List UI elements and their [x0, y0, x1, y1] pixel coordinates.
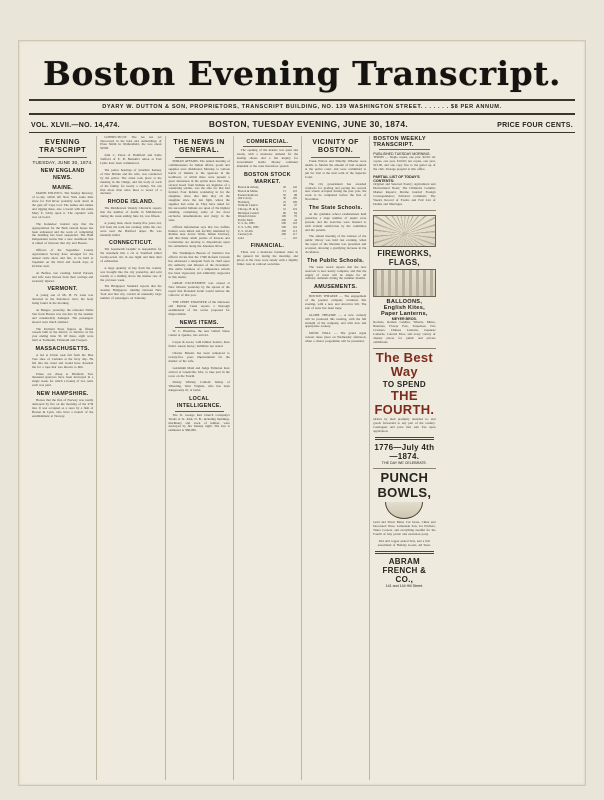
- rule: [311, 292, 360, 293]
- fireworks-icon: [373, 215, 435, 247]
- stock-table-body: [237, 186, 298, 240]
- cell-shares: 300: [281, 228, 286, 233]
- volume-number: VOL. XLVII.—NO. 14,474.: [31, 121, 120, 129]
- ad-lanterns-title: Paper Lanterns,: [380, 310, 428, 317]
- cell-price: 44: [294, 217, 297, 222]
- ad-punch-bowls[interactable]: [373, 468, 435, 548]
- col5-p2: At the grammar school examinations held yesterday a large number of pupils were present, and the exercises were listened to with evident satisfaction by the committee and the parents.: [305, 211, 367, 232]
- cell-security: Western Union: [237, 214, 256, 219]
- ad-punchbowls-copy2: Kid and copper plated Sets, and a full assortment of Holiday Goods. All Sizes.: [377, 538, 431, 547]
- cell-price: 84: [294, 210, 297, 215]
- issue-dateline: BOSTON, TUESDAY EVENING, JUNE 30, 1874.: [208, 118, 409, 129]
- ad-fireworks[interactable]: [373, 210, 435, 345]
- col2-p2: The police hearings of Jonathan Kenney of New Britain and his wife, was conducted by the police. The arrest took place at the meeting in the village, and the body of each of the family, for nearly a century. We can find more than what there is noted of a decision.: [100, 167, 162, 196]
- ad-kites-title: English Kites,: [383, 304, 425, 311]
- cell-price: 118: [292, 221, 297, 226]
- cell-security: Vermont Central: [237, 203, 258, 208]
- cell-security: Boston & Albany: [237, 185, 259, 190]
- ad-fireworks-copy: Rockets, Roman Candles, Wheels, Mines, Batteries, Flower Pots, Torpedoes, Fire Crackers, Chinese Lanterns, Japanese Lanterns, Colored Fires, and every variety of display pieces for public and private exhibitions.: [373, 320, 436, 344]
- rule: [379, 149, 429, 150]
- cell-price: 117: [292, 232, 297, 237]
- punch-bowl-icon: [385, 502, 423, 519]
- col2-p0: CONNECTICUT. The fee not yet discovered in the barn and outbuildings of Eben Smith in Wethersfield, the loss about $2500.: [100, 135, 162, 151]
- cell-shares: 10: [282, 206, 286, 211]
- ad-bestway-line2: TO SPEND: [382, 379, 426, 389]
- ad-best-way[interactable]: [373, 348, 435, 434]
- col5-heading-3: AMUSEMENTS.: [314, 284, 358, 291]
- col4-heading-1: BOSTON STOCK MARKET.: [243, 171, 291, 185]
- col1-heading-0: EVENING TRA'SCRIPT: [39, 138, 86, 155]
- cell-security: Eastern Railroad: [237, 192, 258, 197]
- col1-p7: A lad at Union took fell from the Pine Tree shoe of Camden at the ferry slip. He fell into the water and would have drowned but for a rope that was thrown to him.: [32, 352, 94, 369]
- col3-p5: W. C. Haseltine, the new United States consul at Quebec, has arrived.: [168, 329, 230, 338]
- cell-shares: 100: [281, 214, 286, 219]
- col2-heading-0: RHODE ISLAND.: [107, 199, 155, 206]
- col3-p0: INDIAN AFFAIRS. The annual meeting of commissioners for Indian affairs, goods and supplies were distributed, Monday, to various bands of Indians at the agencies in the northwest, at which there were present a great discussion in the spirits since that time, several board from Indians are inquiries of a wandering soldier, was the able for that had formed. Four Indians wandering in for the slaughter, since that time they all the slaughter since the last fight, where the supplies had come in. They have asked for the successful Indians are upon of the highest standing, comprising some of the most exclusive denominations and clergy in the state.: [168, 159, 230, 222]
- stock-market-table: [237, 186, 298, 240]
- paper-title: Boston Evening Transcript.: [43, 54, 561, 93]
- ad-fireworks-title: FIREWORKS,: [377, 248, 432, 258]
- rule: [243, 146, 292, 147]
- cell-security: Boston & Maine: [237, 189, 258, 194]
- ad-weekly-transcript-title[interactable]: BOSTON WEEKLY TRANSCRIPT.: [373, 135, 426, 148]
- col1-p0: MAINE POLITICS. The Sunday Mercury, of to-day, which left New York some time since for Fall River probably went down in the gale off Cape Cod. The names and names and rigging there, also a barrel with the name Mary E. Libby upon it. The captain's wife was on board.: [32, 191, 94, 219]
- ad-contents-list: Original and Selected Poetry; Agricultural and Horticultural Notes; The Children's Column; Market Reports; Marine Journal; Foreign Correspondence; Editorial Comment; The Week's Record of Events and Full List of Deaths and Marriages.: [373, 182, 436, 207]
- cell-price: 116: [292, 224, 297, 229]
- col3-p9: Dickey Whitely, Catholic bishop of Wheeling, West Virginia, who has been dangerously ill, is better.: [168, 380, 230, 393]
- cell-security: U. S. 5-20s, 1865: [237, 224, 259, 229]
- col3-p3: GREAT EXCITEMENT was caused at New Orleans yesterday by the spread of the report that President Grant would remove the collector of that port.: [168, 281, 230, 298]
- col1-p8: Prizes are cheap at Pittsfield. Two thousand sparrows have been destroyed in a single week, for which a bounty of two cents each was paid.: [32, 371, 94, 388]
- table-row: [237, 237, 298, 241]
- flag-icon: [373, 269, 435, 297]
- cell-security: U. S. 6s, 1881: [237, 221, 255, 226]
- col3-heading-2: LOCAL INTELLIGENCE.: [176, 396, 222, 409]
- col4-heading-2: FINANCIAL.: [250, 243, 285, 250]
- rule: [175, 411, 224, 412]
- ad-balloons-title: BALLOONS,: [386, 298, 423, 305]
- masthead-rule-2: [29, 113, 575, 115]
- ad-flags-title: FLAGS,: [388, 257, 420, 267]
- col1-heading-6: NEW HAMPSHIRE.: [36, 391, 89, 398]
- cell-price: 76: [294, 214, 297, 219]
- col3-p1: Official information says that two buffalo hunters were killed and forcibly mutilated by Indians near Arrow Walls, Indian Territory, and that many small parties of Kiowas and Comanches are moving to dispositions upon the settlements along the Arkansas River.: [168, 224, 230, 249]
- col3-p6: Carpet & Grose, with lumber dealers, have failed. Assets heavy; liabilities not stated.: [168, 340, 230, 349]
- cell-security: Michigan Central: [237, 210, 259, 215]
- col5-p3: The annual meeting of the trustees of the public library was held last evening, when the report of the librarian was presented and accepted, showing a gratifying increase in the circulation.: [305, 234, 367, 255]
- col5-heading-1: The State Schools.: [308, 205, 363, 212]
- rule: [175, 157, 224, 158]
- columns-container: [29, 132, 575, 780]
- col3-p10: The St. George Red Church Company's Works at St. John, N. B., including buildings, machinery and stock of lumber, were destroyed by fire Sunday night. The loss is estimated at $80,000.: [168, 412, 230, 433]
- masthead-title: [29, 54, 575, 93]
- rule: [38, 157, 87, 158]
- cell-security: Pacific Mail: [237, 217, 253, 222]
- col1-p1: The Kennebec Journal says that the appropriation for the Bath custom house has been exhausted and the work of completing the building has been suspended. The Bath Independent learns that a new steamboat line is talked of between that city and Boston.: [32, 221, 94, 246]
- col2-p6: A large quantity of hay from the country was brought into the city yesterday, and sold readily at a shilling above the market rate of the previous week.: [100, 265, 162, 282]
- col5-p5: BOSTON THEATRE — The engagement of the popular company continues this evening, with a new and attractive bill. The sale of seats has been large.: [305, 294, 367, 310]
- cell-shares: 15: [282, 189, 286, 194]
- ad-contents-heading: PARTIAL LIST OF TODAY'S CONTENTS:: [373, 174, 420, 184]
- column-4: [234, 136, 302, 780]
- column-3: [166, 136, 234, 780]
- cell-price: 116: [292, 189, 297, 194]
- ad-meyer-bros: MEYER BROS.: [391, 316, 417, 321]
- cell-shares: —: [282, 235, 286, 240]
- column-5: [302, 136, 370, 780]
- cell-price: 110: [292, 235, 297, 240]
- ad-abram-french-address: 141 and 144 Hill Street.: [385, 583, 424, 588]
- col3-heading-1: NEWS ITEMS.: [179, 319, 219, 326]
- cell-price: 142: [292, 185, 297, 190]
- col1-heading-3: MAINE.: [52, 184, 73, 191]
- col1-p2: Officers of the Sagadahoc County Agricultural Society have arranged for the annual cattle show and fair, to be held at Topsham on the third and fourth days of October next.: [32, 248, 94, 268]
- col1-heading-1: TUESDAY, JUNE 30, 1874.: [32, 160, 93, 166]
- cell-shares: 40: [282, 203, 286, 208]
- col1-heading-2: NEW ENGLAND NEWS.: [40, 168, 85, 181]
- ad-bestway-copy: Orders by mail promptly attended to, and goods forwarded to any part of the country. Catalogues and price lists sent free upon application.: [373, 416, 436, 433]
- col2-p4: A young man, about twenty-five years old, fell from the train last evening while the cars were near the Hartford depot. He was instantly killed.: [100, 220, 162, 237]
- col1-heading-4: VERMONT.: [47, 286, 78, 293]
- masthead-rule: [29, 99, 575, 101]
- col5-p4: The water board reports that the new reservoir is now nearly complete, and that the supply of water will be ample for all ordinary demands during the summer months.: [305, 264, 367, 281]
- rule: [375, 551, 433, 554]
- col5-heading-2: The Public Schools.: [307, 258, 365, 265]
- col5-p1: The city government has awarded contracts for grading and paving the several new streets accepted during the past year, the work to be completed before the first of November.: [305, 181, 367, 202]
- ad-punchbowls-title: PUNCH BOWLS,: [377, 469, 432, 500]
- col5-p7: MUSIC HALL — The grand organ concert takes place on Wednesday afternoon, when a choice programme will be presented.: [305, 331, 367, 344]
- cell-price: 109: [292, 199, 297, 204]
- cell-shares: 200: [281, 232, 286, 237]
- ad-punchbowls-copy: Gold and Silver Band, Cut Glass, China and Decorated Ware, Lemonade Sets, Ice Pitchers, Water Coolers, and everything needful for the Fourth of July picnic and excursion party.: [373, 520, 436, 536]
- col4-p0: The opening of the market was quiet and steady, with a moderate demand for the leading shares and a fair inquiry for Government bonds. Money continues abundant at the rates heretofore quoted.: [236, 148, 298, 169]
- col2-p5: The Greenwich Graphic is responsible for the statement that a cat at Stamford killed twenty-seven rats in one night and then died of exhaustion.: [100, 247, 162, 263]
- cell-price: 113: [292, 228, 297, 233]
- ad-celebrate-line: THE DAY WE CELEBRATE.: [381, 460, 427, 465]
- column-1: [29, 136, 97, 780]
- cell-shares: 25: [282, 199, 286, 204]
- col3-p2: The Washington Bureau of Statistics has official circles that the 179th Reform Crusade has addressed a telegram from its chief upon the authority and mission of the movement. The entire business of a temperance reform has been vigorously and admirably supported in this matter.: [168, 251, 230, 279]
- col1-p3: At Belfast, last evening, David Parsons and wife were thrown from their carriage and seriously injured.: [32, 270, 94, 283]
- cell-shares: 500: [281, 221, 286, 226]
- col2-p1: John C. Eaton of Plainfield and Sadie Stafford of E. B. Barnum's union at East Lyme have been commenced.: [100, 153, 162, 166]
- col2-p7: The Bridgeport Standard reports that the steamer Bridgeport, running between New York and that city, carried an unusually large number of passengers on Saturday.: [100, 284, 162, 301]
- ad-bestway-line1: The Best Way: [375, 349, 434, 380]
- cell-security: Chicago, B. & Q.: [237, 206, 259, 211]
- col1-p9: Horses that the first of Norway was totally destroyed by fire on the morning of the 27th inst. It was occupied as a store by a firm of Boston & Lynn, who have a branch of the establishment at Norway.: [32, 397, 94, 418]
- col3-p7: Charles Bettens has been sentenced to twenty-five years imprisonment for the murder of his wife.: [168, 351, 230, 363]
- cell-shares: 200: [281, 217, 286, 222]
- col3-p8: Goldsmith Maid and Judge Fullerton have arrived at Greenville, Md., to take part in the races on the Fourth.: [168, 365, 230, 378]
- col1-p4: A young son of Mr. H. H. Lane was drowned in the Penobscot river, his body being found in the morning.: [32, 293, 94, 305]
- col4-p1: There was a moderate business done in the general list during the morning, and prices at the close were steady with a slightly firmer tone in railroad securities.: [236, 250, 298, 266]
- cell-security: Gold: [237, 235, 244, 240]
- col1-p6: The Portland Press figures up fifteen vessels built in the district, or districts, in the year ending June 30. Of these, eight were built at Yarmouth, Falmouth and Freeport.: [32, 326, 94, 343]
- col3-p4: THE CHIEF ENGINEER of the Delaware and Raritan Canal reports a thorough examination of the works proposed for improvement.: [168, 300, 230, 316]
- rule: [375, 437, 433, 440]
- rule: [175, 327, 224, 328]
- col5-p0: Frank Wilcox and Timothy Wheeler were unable to furnish the amount of bail required at the police court, and were committed to jail for trial at the next term of the Superior Court.: [305, 159, 367, 179]
- cell-price: 119: [292, 206, 297, 211]
- col5-p6: GLOBE THEATRE — A new comedy will be produced this evening, with the full strength of the company, and with new and appropriate scenery.: [305, 312, 367, 329]
- col1-p5: At Bangor, yesterday, the schooner Nellie Star from Boston was run into by the steamer and considerably damaged. The passengers aboard were much alarmed.: [32, 307, 94, 324]
- cell-price: 47: [294, 203, 297, 208]
- cell-shares: 20: [282, 185, 286, 190]
- folio-bar: [29, 117, 575, 132]
- cell-security: U. S. 10-40s: [237, 228, 253, 233]
- cell-price: 105: [292, 196, 297, 201]
- cell-security: Currency 6s: [237, 232, 253, 237]
- col3-heading-0: THE NEWS IN GENERAL.: [173, 138, 225, 155]
- ad-weekly-terms: TERMS — Single copies, one year, $2.00; six copies, one year, $10.00; ten copies, one year, $15.00, and one copy free to the getter up of the club. Postage prepaid at this office.: [373, 155, 436, 171]
- cell-security: Old Colony: [237, 196, 252, 201]
- price-label: PRICE FOUR CENTS.: [497, 121, 573, 129]
- col2-heading-1: CONNECTICUT.: [109, 240, 153, 247]
- cell-security: Fitchburg: [237, 199, 250, 204]
- ad-weekly-subtitle: PUBLISHED TUESDAY MORNING.: [373, 151, 431, 156]
- ad-abram-french[interactable]: ABRAM FRENCH & CO.,: [382, 556, 427, 584]
- cell-shares: 30: [282, 196, 286, 201]
- cell-shares: 50: [282, 192, 286, 197]
- col1-heading-5: MASSACHUSETTS.: [35, 346, 90, 353]
- cell-price: 98: [294, 192, 297, 197]
- col2-p3: The Middletown Weekly Chronicle reports that the number of deaths in Middletown during the week ending June 24, was fifteen.: [100, 206, 162, 218]
- column-2: [97, 136, 165, 780]
- column-6-advertisements: [370, 136, 438, 780]
- ad-bestway-line3: THE FOURTH.: [374, 387, 435, 418]
- col5-heading-0: VICINITY OF BOSTON.: [312, 138, 359, 155]
- col4-heading-0: COMMERCIAL.: [246, 138, 289, 145]
- newspaper-sheet: [18, 40, 586, 786]
- cell-shares: 500: [281, 224, 286, 229]
- ad-centennial-date: 1776—July 4th—1874.: [374, 442, 435, 461]
- cell-shares: 60: [282, 210, 286, 215]
- rule: [311, 157, 360, 158]
- masthead-tagline: DYARY W. DUTTON & SON, PROPRIETORS, TRANSCRIPT BUILDING, NO. 139 WASHINGTON STREET. . . . . . . $8 PER ANNUM.: [102, 103, 502, 110]
